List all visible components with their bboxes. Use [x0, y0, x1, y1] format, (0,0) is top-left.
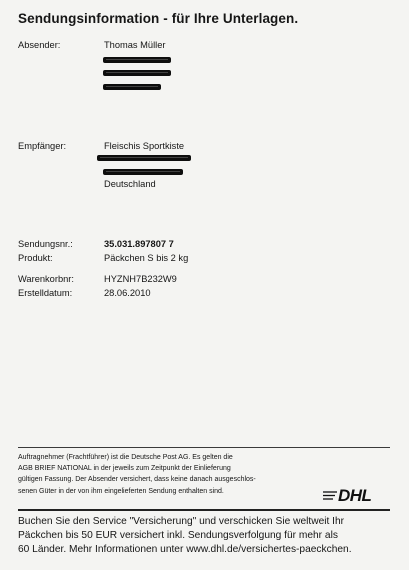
disclaimer-line: gültigen Fassung. Der Absender versichert, dass keine danach ausgeschlos-	[18, 476, 256, 484]
shipment-number-label: Sendungsnr.:	[18, 239, 73, 249]
goods-basket-label: Warenkorbnr:	[18, 274, 74, 284]
creation-date: 28.06.2010	[104, 288, 151, 298]
footer-divider-top	[18, 447, 390, 448]
recipient-contact-redaction	[97, 155, 191, 161]
sender-country-redaction	[103, 84, 161, 90]
sender-label: Absender:	[18, 40, 61, 50]
promo-line: Buchen Sie den Service "Versicherung" und verschicken Sie weltweit Ihr	[18, 516, 345, 527]
promo-line: Päckchen bis 50 EUR versichert inkl. Sendungsverfolgung für mehr als	[18, 530, 338, 542]
terms-disclaimer	[18, 452, 318, 497]
shipment-number: 35.031.897807 7	[104, 239, 174, 249]
disclaimer-line: senen Güter in der von ihm eingelieferten Sendung enthalten sind.	[18, 487, 224, 495]
sender-city-redaction	[103, 70, 171, 76]
sender-street-redaction	[103, 57, 171, 63]
creation-date-label: Erstelldatum:	[18, 288, 73, 298]
goods-basket-number: HYZNH7B232W9	[104, 274, 177, 284]
sender-name: Thomas Müller	[104, 40, 166, 50]
product-value: Päckchen S bis 2 kg	[104, 253, 189, 263]
recipient-country: Deutschland	[104, 179, 156, 189]
disclaimer-line: Auftragnehmer (Frachtführer) ist die Deutsche Post AG. Es gelten die	[18, 454, 233, 461]
promo-line: 60 Länder. Mehr Informationen unter www.dhl.de/versichertes-paeckchen.	[18, 544, 352, 556]
footer-divider-bottom	[18, 509, 390, 511]
dhl-logo-text: DHL	[338, 486, 372, 504]
dhl-logo	[323, 484, 391, 504]
recipient-name: Fleischis Sportkiste	[104, 141, 185, 151]
product-label: Produkt:	[18, 253, 53, 263]
recipient-address-redaction	[103, 169, 183, 175]
document-title: Sendungsinformation - für Ihre Unterlagen.	[18, 11, 299, 26]
recipient-label: Empfänger:	[18, 141, 67, 151]
insurance-promo	[18, 515, 352, 558]
disclaimer-line: AGB BRIEF NATIONAL in der jeweils zum Zeitpunkt der Einlieferung	[18, 465, 231, 473]
